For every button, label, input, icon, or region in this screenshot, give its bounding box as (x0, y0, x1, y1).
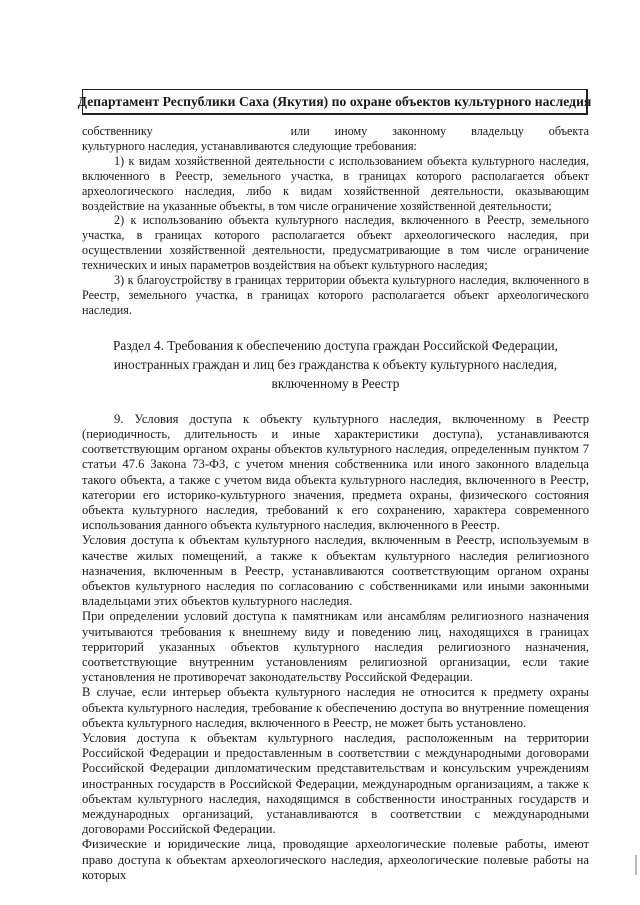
section-title-line-3: включенному в Реестр (271, 375, 400, 391)
paragraph-diplomatic-access: Условия доступа к объектам культурного наследия, расположенным на территории Российской Федерации и предоставленным в соответствии с международными договорами Российской Федерации дипломатическим представительствам и консульским учреждениям иностранных государств в Российской Федерации, международным организациям, а также к объектам культурного наследия, находящимся в собственности иностранных государств и международных организаций, устанавливаются в соответствии с международными договорами Российской Федерации. (82, 731, 589, 837)
list-item-3: 3) к благоустройству в границах территории объекта культурного наследия, включенного в Реестр, земельного участка, в границах которого располагается объект археологического наследия. (82, 273, 589, 317)
intro-continuation: культурного наследия, устанавливаются следующие требования: (82, 138, 417, 153)
section-title-line-2: иностранных граждан и лиц без гражданства к объекту культурного наследия, (113, 356, 558, 372)
intro-first-line (82, 124, 589, 139)
scan-edge-mark (635, 855, 637, 875)
section-title-line-1: Раздел 4. Требования к обеспечению доступа граждан Российской Федерации, (113, 337, 558, 353)
section-title (82, 336, 589, 393)
paragraph-9: 9. Условия доступа к объекту культурного наследия, включенному в Реестр (периодичность, длительность и иные характеристики доступа), устанавливаются соответствующим органом охраны объектов культурного наследия, определенным пунктом 7 статьи 47.6 Закона 73-ФЗ, с учетом мнения собственника или иного законного владельца такого объекта, а также с учетом вида объекта культурного наследия, включенного в Реестр, категории его историко-культурного значения, предмета охраны, физического состояния объекта культурного наследия, требований к его сохранению, характера современного использования данного объекта культурного наследия, включенного в Реестр. (82, 411, 589, 533)
list-item-2: 2) к использованию объекта культурного наследия, включенного в Реестр, земельного участка, в границах которого располагается объект археологического наследия, при осуществлении хозяйственной деятельности, предусматривающие в том числе ограничение технических и иных параметров воздействия на объект культурного наследия; (82, 213, 589, 273)
paragraph-residential-access: Условия доступа к объектам культурного наследия, включенным в Реестр, используемым в качестве жилых помещений, а также к объектам культурного наследия религиозного назначения, включенным в Реестр, устанавливаются соответствующим органом охраны объектов культурного наследия по согласованию с собственниками или иными законными владельцами этих объектов культурного наследия. (82, 533, 589, 609)
paragraph-archaeological-access: Физические и юридические лица, проводящие археологические полевые работы, имеют право доступа к объектам археологического наследия, археологические полевые работы на которых (82, 837, 589, 882)
intro-line-end: или иному законному владельцу объекта (290, 124, 589, 138)
document-body (82, 124, 589, 883)
department-title: Департамент Республики Саха (Якутия) по охране объектов культурного наследия (77, 93, 592, 109)
paragraph-religious-access: При определении условий доступа к памятникам или ансамблям религиозного назначения учитываются требования к внешнему виду и поведению лиц, находящихся в границах территорий указанных объектов культурного наследия религиозного назначения, соответствующие внутренним установлениям религиозной организации, если такие установления не противоречат законодательству Российской Федерации. (82, 609, 589, 685)
paragraph-interior-access: В случае, если интерьер объекта культурного наследия не относится к предмету охраны объекта культурного наследия, требование к обеспечению доступа во внутренние помещения объекта культурного наследия, включенного в Реестр, не может быть установлено. (82, 685, 589, 730)
intro-line-start: собственнику (82, 124, 153, 138)
list-item-1: 1) к видам хозяйственной деятельности с использованием объекта культурного наследия, включенного в Реестр, земельного участка, в границах которого располагается объект археологического наследия, либо к видам хозяйственной деятельности, оказывающим воздействие на указанные объекты, в том числе ограничение хозяйственной деятельности; (82, 153, 589, 213)
department-header (77, 89, 592, 115)
